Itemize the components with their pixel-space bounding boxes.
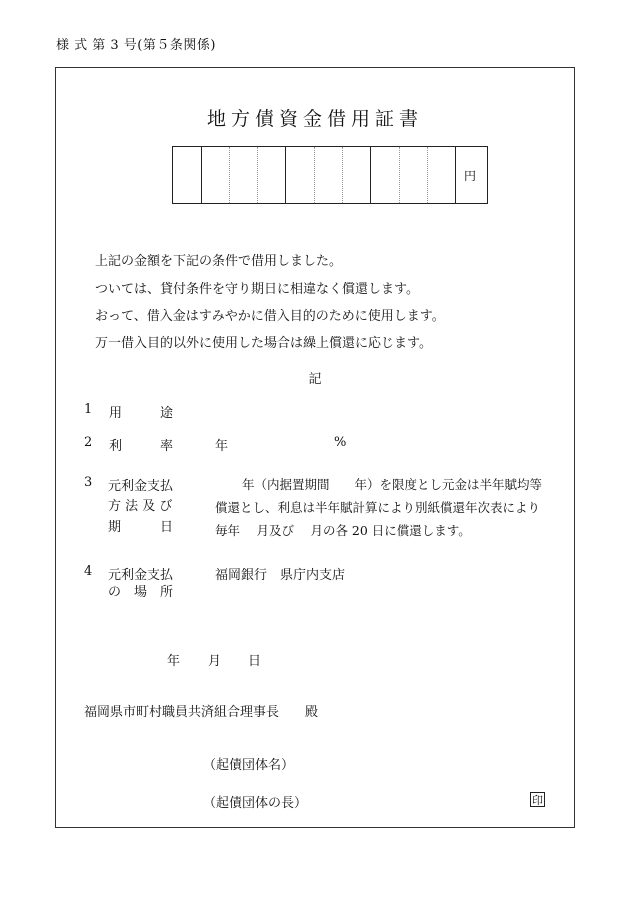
amount-digit-cell bbox=[202, 147, 230, 203]
amount-digit-cell bbox=[315, 147, 343, 203]
date-month: 月 bbox=[208, 654, 222, 669]
date-year: 年 bbox=[167, 654, 181, 669]
item-2-label: 率 bbox=[160, 439, 174, 454]
item-4-label: の 場 所 bbox=[108, 585, 174, 600]
item-2-year: 年 bbox=[215, 439, 229, 454]
item-4-value: 福岡銀行 県庁内支店 bbox=[215, 568, 346, 583]
item-3-label: 方 法 及 び bbox=[108, 499, 173, 514]
amount-digit-cell bbox=[258, 147, 286, 203]
amount-entry-box bbox=[172, 146, 488, 204]
amount-digit-cell bbox=[343, 147, 371, 203]
item-1-label: 用 bbox=[109, 406, 123, 421]
amount-digit-cell bbox=[230, 147, 258, 203]
amount-digit-cell bbox=[400, 147, 428, 203]
body-text-line: 万一借入目的以外に使用した場合は繰上償還に応じます。 bbox=[95, 336, 432, 351]
item-1-label: 途 bbox=[160, 406, 174, 421]
date-day: 日 bbox=[248, 654, 262, 669]
body-text-line: 上記の金額を下記の条件で借用しました。 bbox=[95, 254, 343, 269]
form-number: 様 式 第 3 号(第５条関係) bbox=[56, 38, 216, 53]
body-text-line: ついては、貸付条件を守り期日に相違なく償還します。 bbox=[95, 282, 419, 297]
seal-mark: 印 bbox=[532, 794, 543, 807]
body-text-line: おって、借入金はすみやかに借入目的のために使用します。 bbox=[95, 309, 445, 324]
amount-digit-cell bbox=[173, 147, 202, 203]
amount-digit-cell bbox=[286, 147, 315, 203]
yen-unit-label: 円 bbox=[463, 168, 476, 183]
item-4-number: 4 bbox=[84, 564, 93, 579]
item-3-label: 元利金支払 bbox=[108, 479, 174, 494]
document-title: 地方債資金借用証書 bbox=[206, 108, 423, 130]
amount-digit-cell bbox=[371, 147, 400, 203]
item-3-text-line: 償還とし、利息は半年賦計算により別紙償還年次表により bbox=[215, 500, 541, 515]
ki-heading: 記 bbox=[308, 372, 322, 387]
item-3-text-line: 年（内据置期間 年）を限度とし元金は半年賦均等 bbox=[242, 477, 543, 492]
item-2-number: 2 bbox=[84, 435, 93, 450]
issuer-head-label: （起債団体の長） bbox=[203, 796, 308, 811]
item-3-label: 日 bbox=[160, 520, 174, 535]
item-3-number: 3 bbox=[84, 475, 93, 490]
item-2-percent: % bbox=[334, 435, 347, 450]
item-3-label: 期 bbox=[108, 520, 122, 535]
issuer-name-label: （起債団体名） bbox=[203, 758, 295, 773]
item-4-label: 元利金支払 bbox=[108, 568, 174, 583]
item-2-label: 利 bbox=[109, 439, 123, 454]
item-3-text-line: 毎年 月及び 月の各 20 日に償還します。 bbox=[215, 523, 471, 538]
item-1-number: 1 bbox=[84, 402, 93, 417]
addressee: 福岡県市町村職員共済組合理事長 殿 bbox=[84, 705, 319, 720]
amount-digit-cell bbox=[428, 147, 456, 203]
